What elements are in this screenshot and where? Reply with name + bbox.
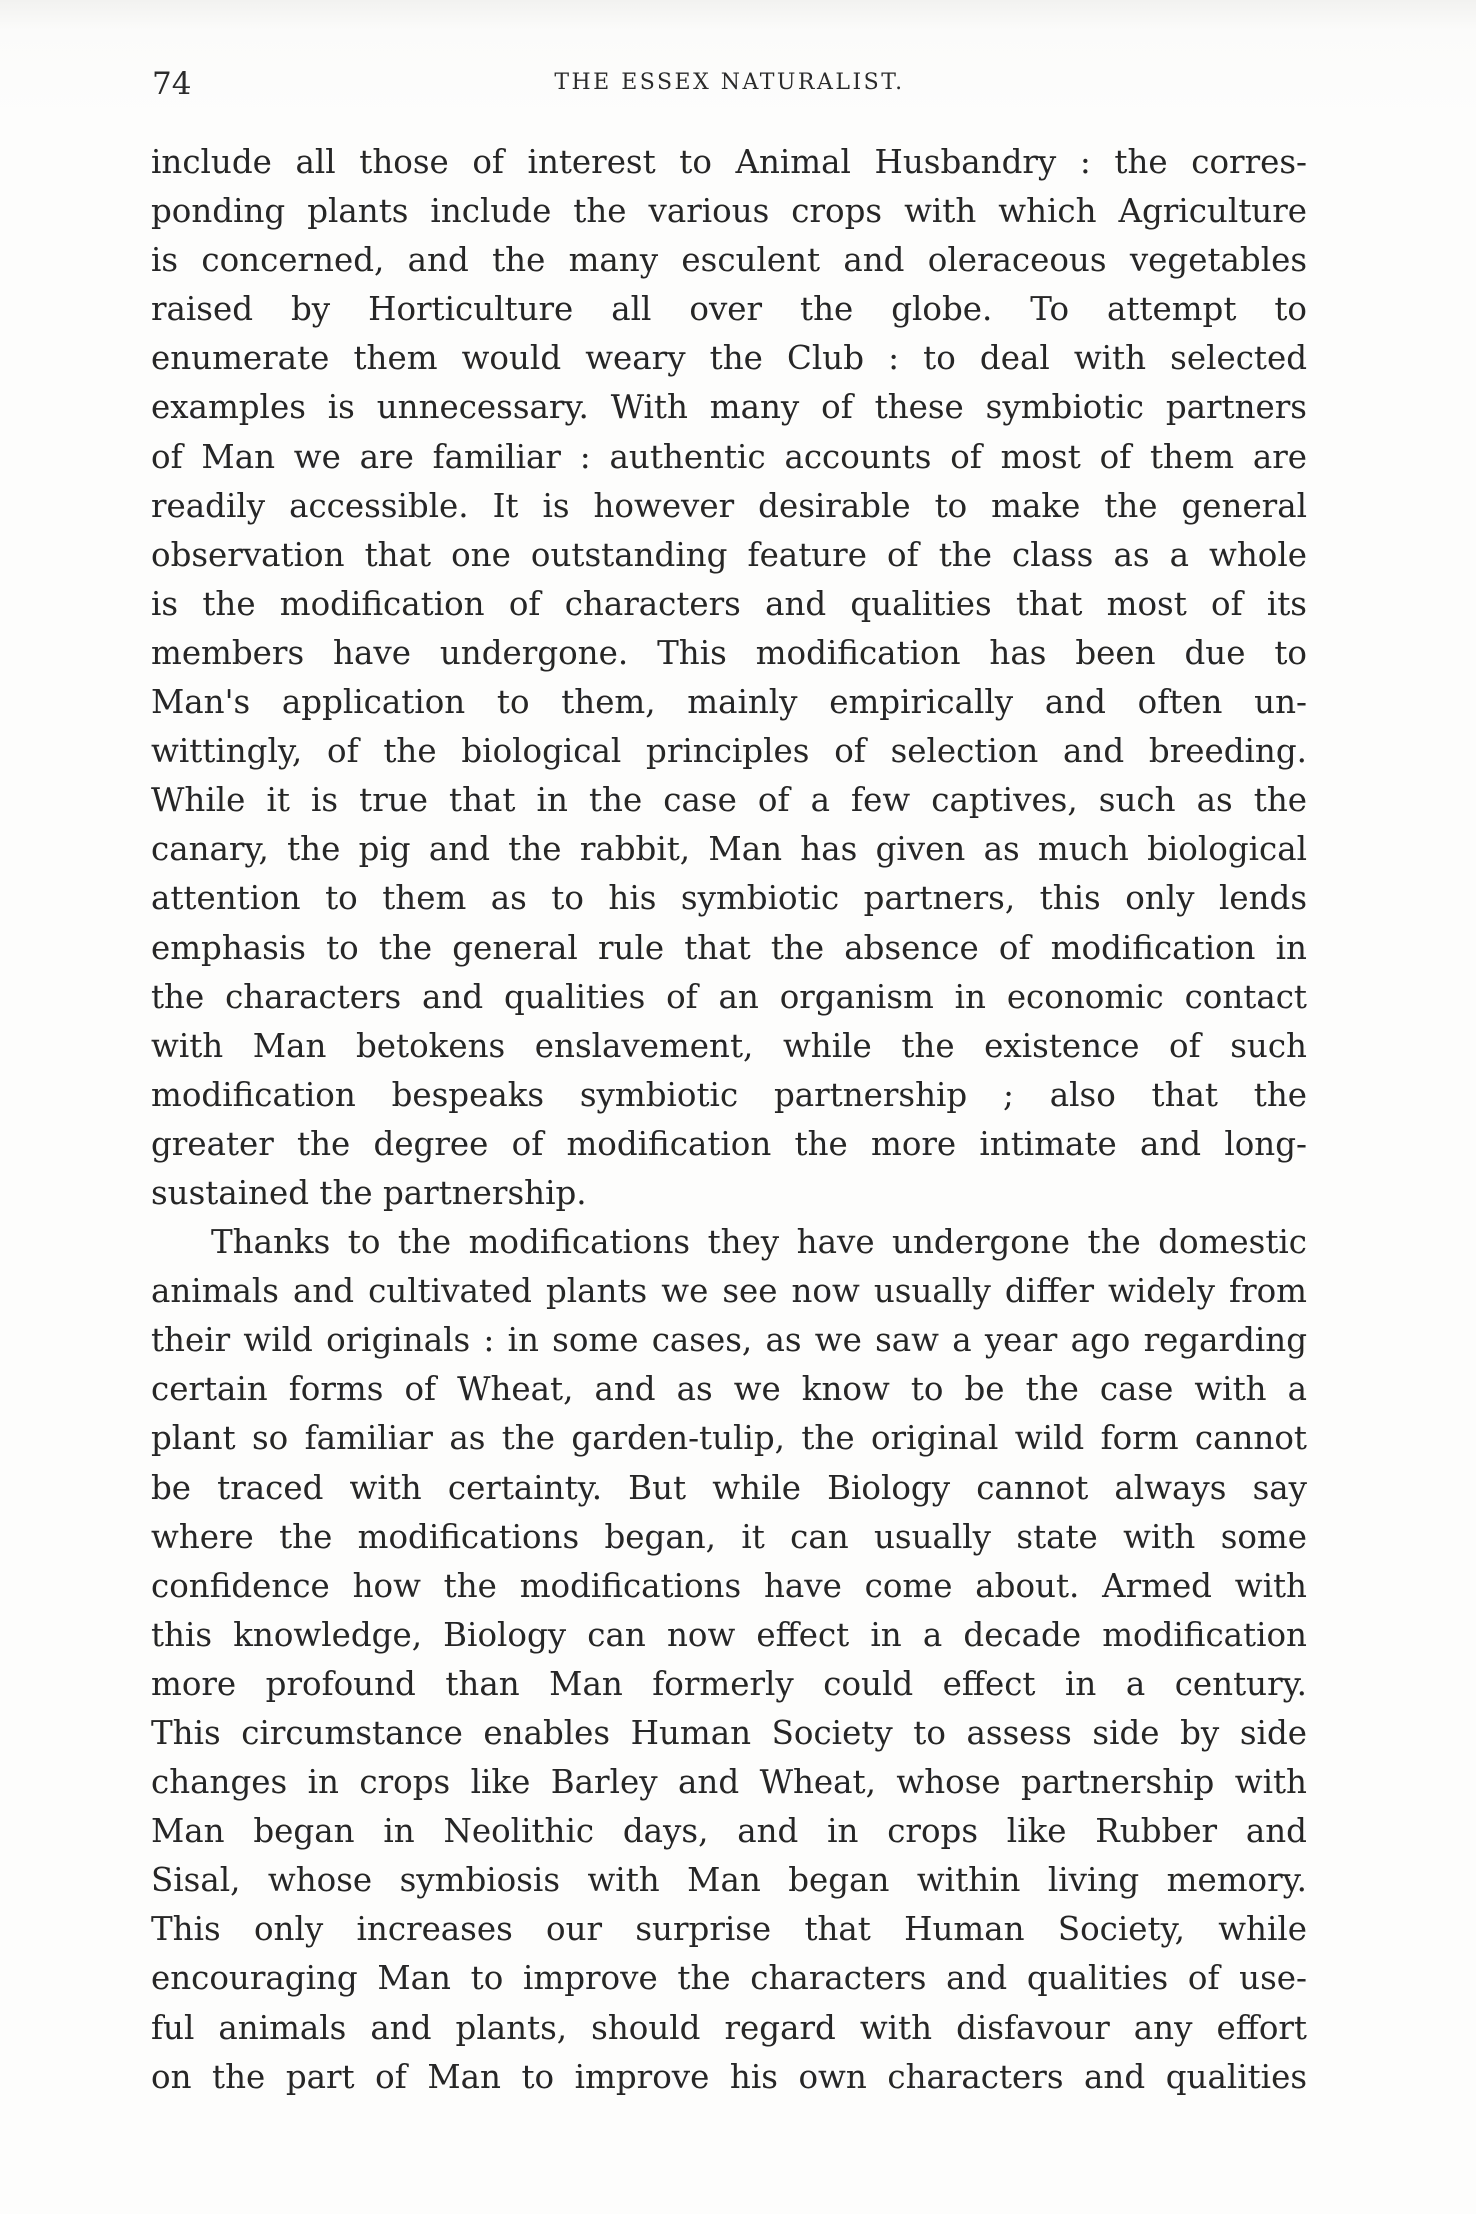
paragraph-first-line: Thanks to the modifications they have undergone the domestic (211, 1223, 1307, 1262)
text-line: with Man betokens enslavement, while the existence of such (151, 1026, 1307, 1065)
running-head (152, 62, 1307, 112)
text-line: their wild originals : in some cases, as we saw a year ago regarding (151, 1321, 1307, 1360)
text-line: be traced with certainty. But while Biology cannot always say (151, 1468, 1307, 1507)
text-line: readily accessible. It is however desirable to make the general (151, 486, 1307, 525)
text-line: enumerate them would weary the Club : to deal with selected (151, 339, 1307, 378)
text-line: greater the degree of modification the more intimate and long- (151, 1124, 1307, 1163)
text-line: modification bespeaks symbiotic partnership ; also that the (151, 1075, 1307, 1114)
text-line: animals and cultivated plants we see now usually differ widely from (151, 1272, 1307, 1311)
text-line: confidence how the modifications have come about. Armed with (151, 1566, 1307, 1605)
text-line: Man's application to them, mainly empirically and often un- (151, 683, 1307, 722)
journal-title: THE ESSEX NATURALIST. (554, 70, 905, 95)
text-line: ful animals and plants, should regard with disfavour any effort (151, 2008, 1307, 2047)
text-line: this knowledge, Biology can now effect in a decade modification (151, 1615, 1307, 1654)
text-line: canary, the pig and the rabbit, Man has given as much biological (151, 830, 1307, 869)
page-number: 74 (152, 66, 192, 102)
text-line: attention to them as to his symbiotic partners, this only lends (151, 879, 1307, 918)
text-line: plant so familiar as the garden-tulip, the original wild form cannot (151, 1419, 1307, 1458)
text-line: observation that one outstanding feature of the class as a whole (151, 535, 1307, 574)
text-line: is the modification of characters and qualities that most of its (151, 584, 1307, 623)
text-line: include all those of interest to Animal Husbandry : the corres- (151, 143, 1307, 181)
text-line: of Man we are familiar : authentic accounts of most of them are (151, 437, 1307, 476)
text-line: While it is true that in the case of a few captives, such as the (151, 781, 1307, 820)
text-line: Sisal, whose symbiosis with Man began within living memory. (151, 1861, 1307, 1900)
text-line: members have undergone. This modification has been due to (151, 633, 1307, 672)
text-line: This only increases our surprise that Human Society, while (151, 1910, 1307, 1949)
text-line: This circumstance enables Human Society to assess side by side (151, 1714, 1307, 1752)
text-line: raised by Horticulture all over the globe. To attempt to (151, 290, 1307, 329)
text-line: is concerned, and the many esculent and oleraceous vegetables (151, 241, 1307, 280)
text-line: sustained the partnership. (151, 1173, 587, 1212)
text-line: examples is unnecessary. With many of these symbiotic partners (151, 388, 1307, 427)
text-line: changes in crops like Barley and Wheat, whose partnership with (151, 1763, 1307, 1802)
text-line: wittingly, of the biological principles of selection and breeding. (151, 732, 1307, 771)
text-line: certain forms of Wheat, and as we know to be the case with a (151, 1370, 1307, 1409)
text-line: where the modifications began, it can usually state with some (151, 1517, 1307, 1556)
text-line: ponding plants include the various crops with which Agriculture (151, 192, 1307, 231)
body-text (151, 138, 1307, 2102)
text-line: the characters and qualities of an organism in economic contact (151, 977, 1307, 1016)
text-line: more profound than Man formerly could effect in a century. (151, 1664, 1307, 1703)
text-line: encouraging Man to improve the characters and qualities of use- (151, 1959, 1307, 1998)
text-line: emphasis to the general rule that the absence of modification in (151, 928, 1307, 967)
text-line: on the part of Man to improve his own characters and qualities (151, 2057, 1307, 2096)
text-line: Man began in Neolithic days, and in crops like Rubber and (151, 1812, 1307, 1851)
